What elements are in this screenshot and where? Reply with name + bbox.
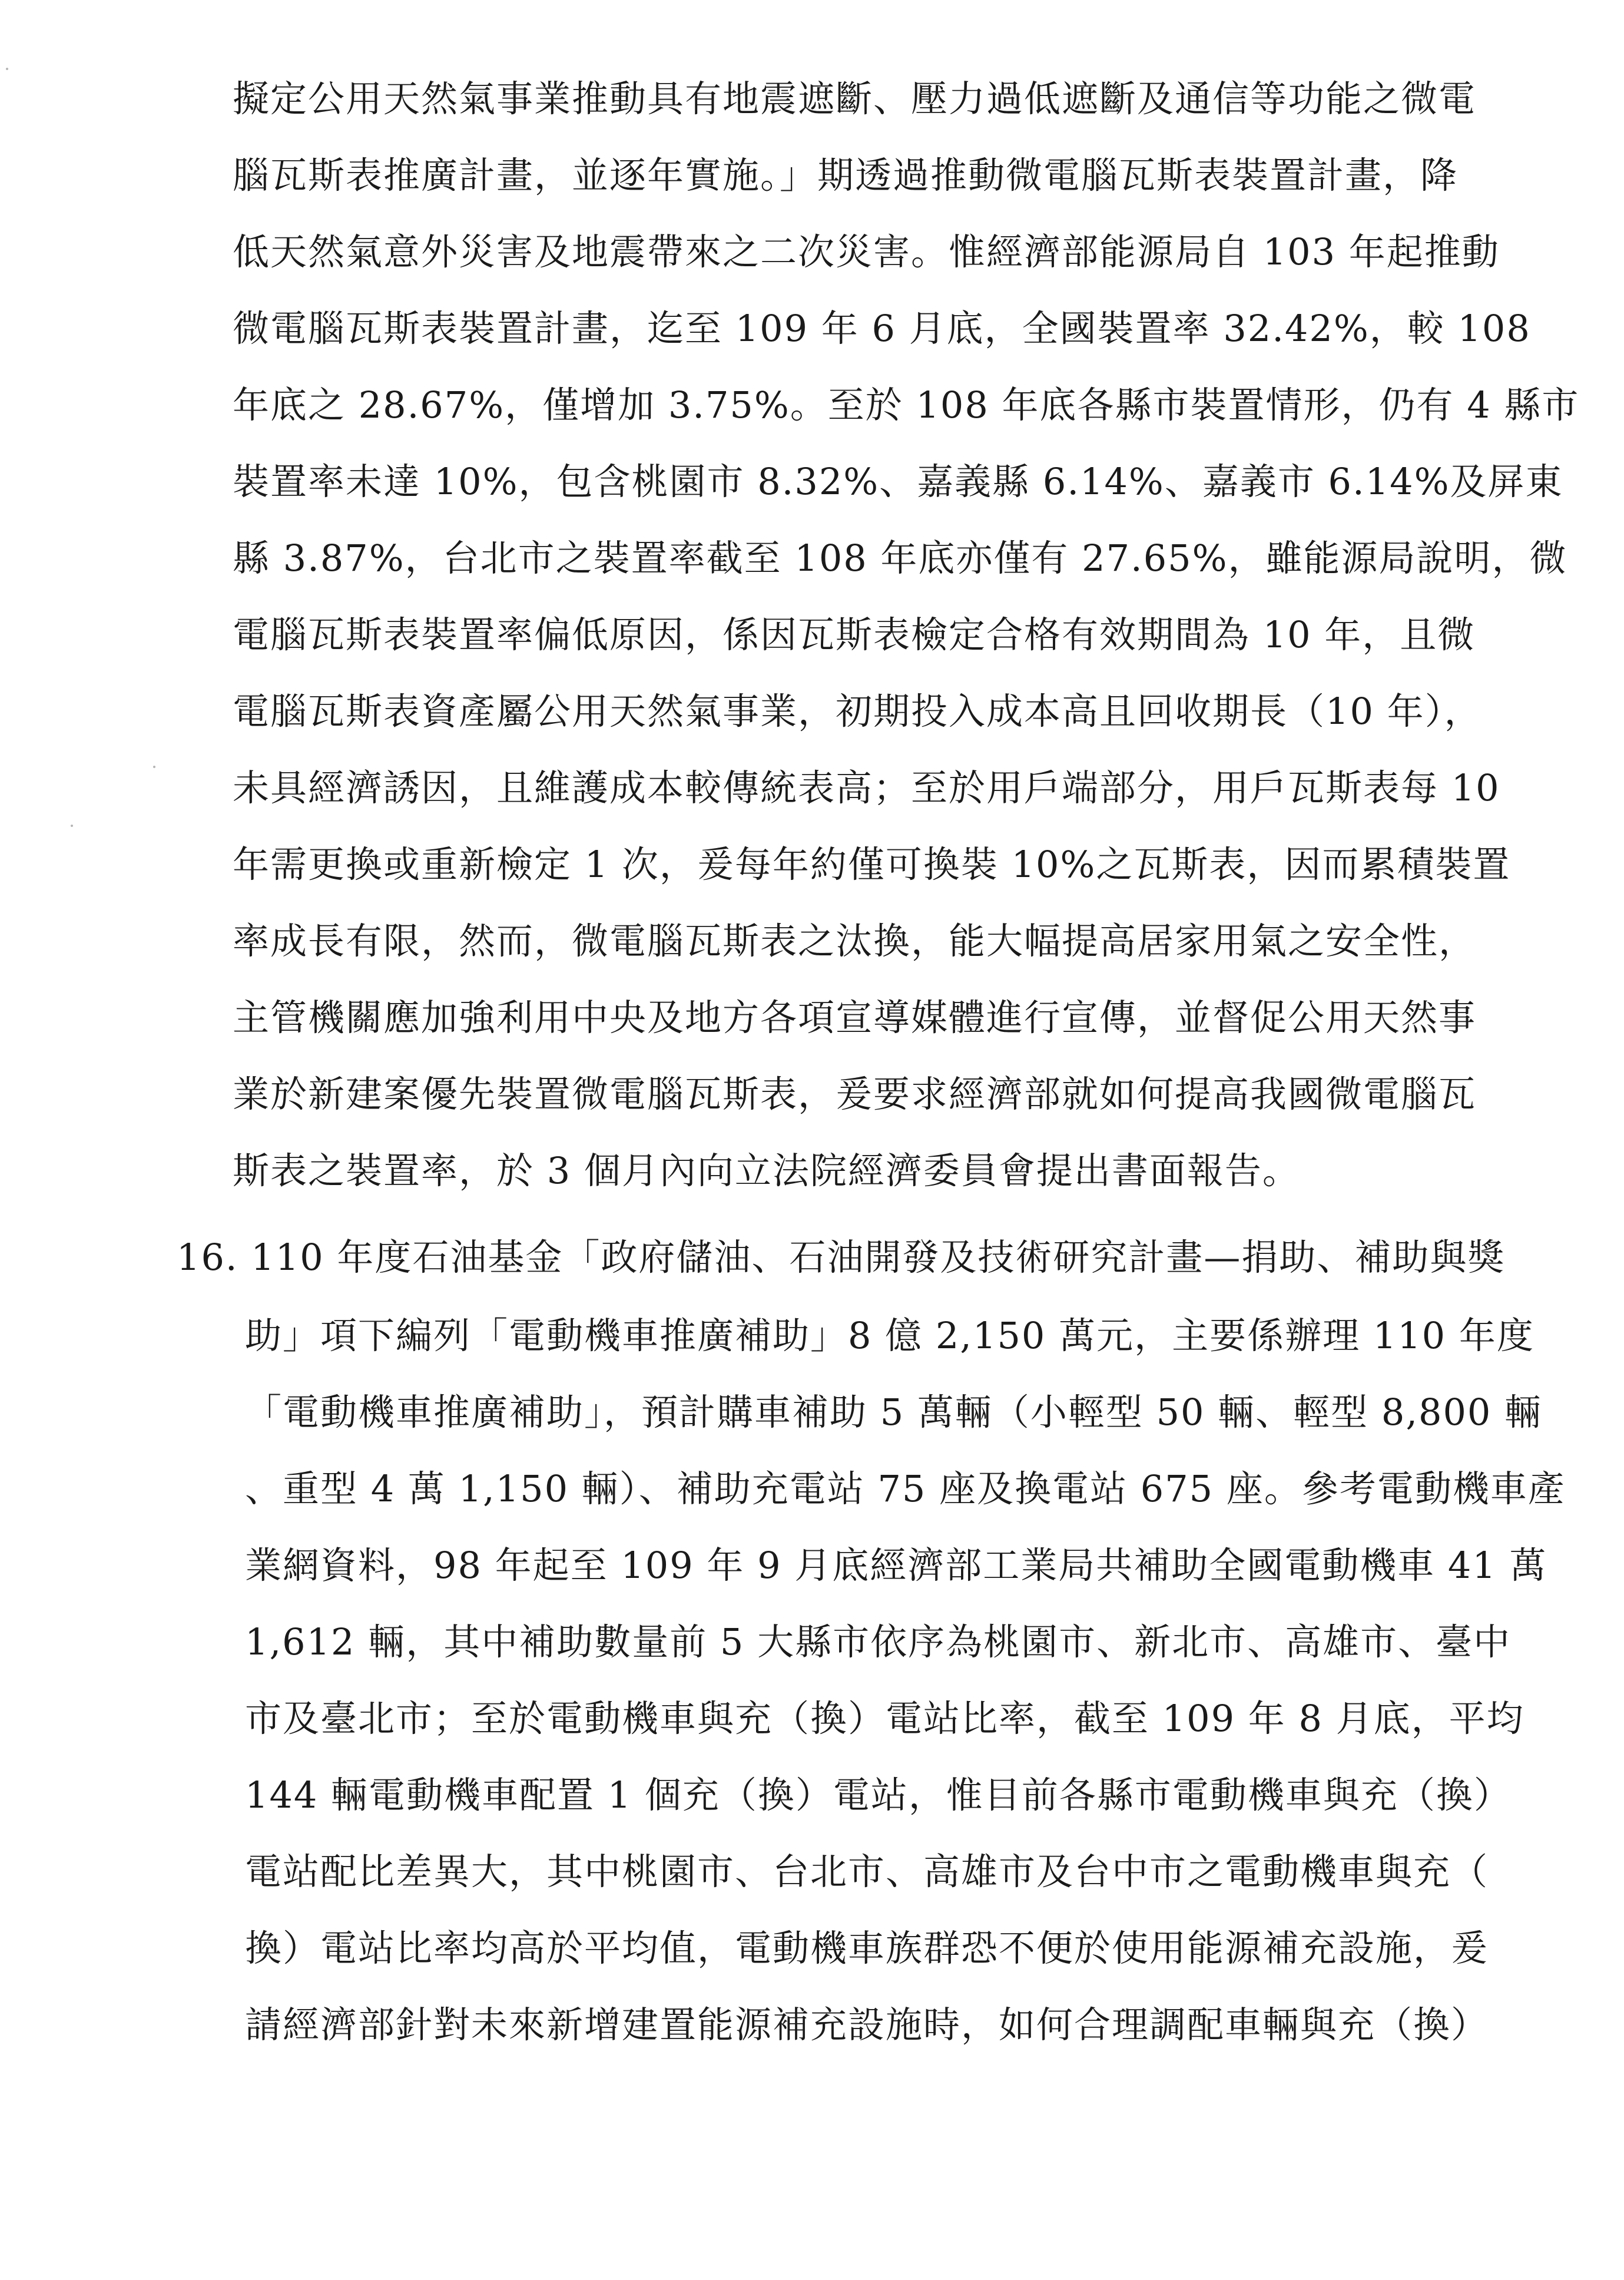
paragraph-15-line: 腦瓦斯表推廣計畫，並逐年實施。」期透過推動微電腦瓦斯表裝置計畫，降 [233,154,1459,197]
paragraph-16-line: 電站配比差異大，其中桃園市、台北市、高雄市及台中市之電動機車與充（ [245,1850,1489,1893]
paragraph-15-line: 電腦瓦斯表資產屬公用天然氣事業，初期投入成本高且回收期長（10 年）， [233,690,1482,733]
paragraph-15-line: 年底之 28.67%，僅增加 3.75%。至於 108 年底各縣市裝置情形，仍有 4 縣市 [233,383,1580,426]
paragraph-16-line: 業網資料，98 年起至 109 年 9 月底經濟部工業局共補助全國電動機車 41 萬 [245,1544,1547,1587]
paragraph-15-line: 裝置率未達 10%，包含桃園市 8.32%、嘉義縣 6.14%、嘉義市 6.14%及屏東 [233,460,1563,503]
paragraph-16-line: 換）電站比率均高於平均值，電動機車族群恐不便於使用能源補充設施，爰 [245,1927,1489,1970]
paragraph-15-line: 率成長有限，然而，微電腦瓦斯表之汰換，能大幅提高居家用氣之安全性， [233,919,1477,962]
paragraph-15-line: 擬定公用天然氣事業推動具有地震遮斷、壓力過低遮斷及通信等功能之微電 [233,77,1477,120]
paragraph-16-line: 助」項下編列「電動機車推廣補助」8 億 2,150 萬元，主要係辦理 110 年度 [245,1314,1534,1357]
paragraph-15-line: 低天然氣意外災害及地震帶來之二次災害。惟經濟部能源局自 103 年起推動 [233,230,1500,273]
scan-speck [153,766,155,768]
scan-speck [6,68,8,70]
paragraph-15-line: 業於新建案優先裝置微電腦瓦斯表，爰要求經濟部就如何提高我國微電腦瓦 [233,1073,1477,1116]
paragraph-16-line: 市及臺北市；至於電動機車與充（換）電站比率，截至 109 年 8 月底，平均 [245,1697,1524,1740]
paragraph-16-line: 請經濟部針對未來新增建置能源補充設施時，如何合理調配車輛與充（換） [245,2003,1489,2046]
scan-speck [71,825,73,827]
paragraph-16-line: 「電動機車推廣補助」，預計購車補助 5 萬輛（小輕型 50 輛、輕型 8,800 輛 [245,1391,1543,1434]
paragraph-15-line: 微電腦瓦斯表裝置計畫，迄至 109 年 6 月底，全國裝置率 32.42%，較 108 [233,307,1531,350]
paragraph-16-line: 、重型 4 萬 1,150 輛）、補助充電站 75 座及換電站 675 座。參考電動機車產 [245,1467,1566,1510]
paragraph-16-line: 1,612 輛，其中補助數量前 5 大縣市依序為桃園市、新北市、高雄市、臺中 [245,1620,1512,1663]
paragraph-15-line: 年需更換或重新檢定 1 次，爰每年約僅可換裝 10%之瓦斯表，因而累積裝置 [233,843,1511,886]
paragraph-15-line: 電腦瓦斯表裝置率偏低原因，係因瓦斯表檢定合格有效期間為 10 年，且微 [233,613,1476,656]
paragraph-16-line: 144 輛電動機車配置 1 個充（換）電站，惟目前各縣市電動機車與充（換） [245,1773,1512,1816]
paragraph-15-line: 主管機關應加強利用中央及地方各項宣導媒體進行宣傳，並督促公用天然事 [233,996,1477,1039]
paragraph-15-line: 斯表之裝置率，於 3 個月內向立法院經濟委員會提出書面報告。 [233,1149,1300,1192]
paragraph-16-line: 16. 110 年度石油基金「政府儲油、石油開發及技術研究計畫—捐助、補助與獎 [177,1236,1506,1279]
paragraph-15-line: 縣 3.87%，台北市之裝置率截至 108 年底亦僅有 27.65%，雖能源局說明，微 [233,537,1567,580]
paragraph-15-line: 未具經濟誘因，且維護成本較傳統表高；至於用戶端部分，用戶瓦斯表每 10 [233,766,1500,809]
